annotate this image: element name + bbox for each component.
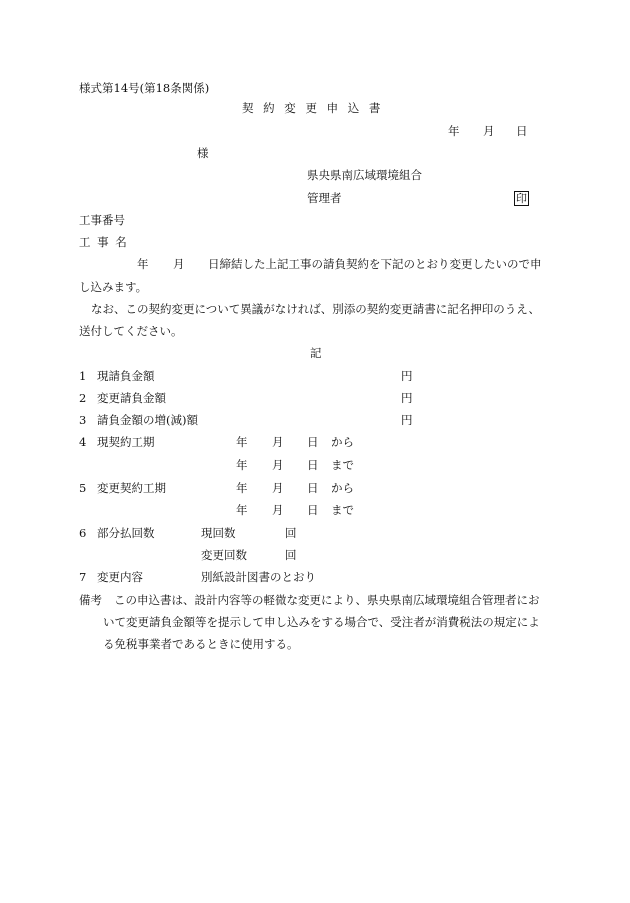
item-4-from-day: 日	[307, 435, 319, 449]
body-paragraph-2-line-1: なお、この契約変更について異議がなければ、別添の契約変更請書に記名押印のうえ、	[91, 302, 540, 316]
remarks-line-2: いて変更請負金額等を提示して申し込みをする場合で、受注者が消費税法の規定によ	[103, 615, 540, 629]
item-4-to-day: 日	[307, 458, 319, 472]
item-4-from: から	[331, 435, 354, 449]
addressee-suffix: 様	[197, 146, 209, 160]
item-1-unit: 円	[401, 369, 413, 383]
item-6-label: 部分払回数	[97, 526, 155, 540]
item-4-to-year: 年	[236, 458, 248, 472]
item-2-label: 変更請負金額	[97, 391, 166, 405]
date-day: 日	[516, 124, 528, 138]
item-5-number: 5	[79, 481, 87, 495]
seal-stamp: 印	[516, 192, 527, 205]
item-7-number: 7	[79, 570, 87, 584]
body-paragraph-1-line-1: 日締結した上記工事の請負契約を下記のとおり変更したいので申	[208, 257, 542, 271]
item-4-to-month: 月	[272, 458, 284, 472]
ki-heading: 記	[310, 346, 322, 360]
body-year: 年	[137, 257, 149, 271]
item-4-label: 現契約工期	[97, 435, 155, 449]
project-name-label: 工 事 名	[79, 235, 127, 249]
item-6-changed-label: 変更回数	[201, 548, 247, 562]
item-5-to: まで	[331, 503, 354, 517]
item-7-label: 変更内容	[97, 570, 143, 584]
item-3-unit: 円	[401, 413, 413, 427]
item-2-unit: 円	[401, 391, 413, 405]
item-6-current-unit: 回	[285, 526, 297, 540]
item-5-label: 変更契約工期	[97, 481, 166, 495]
item-6-current-label: 現回数	[201, 526, 236, 540]
item-5-from-month: 月	[272, 481, 284, 495]
manager-label: 管理者	[307, 191, 342, 205]
remarks-line-3: る免税事業者であるときに使用する。	[103, 637, 299, 651]
organization-name: 県央県南広域環境組合	[307, 168, 422, 182]
item-4-from-month: 月	[272, 435, 284, 449]
item-4-number: 4	[79, 435, 87, 449]
form-number-label: 様式第14号(第18条関係)	[79, 81, 210, 95]
date-month: 月	[483, 124, 495, 138]
date-year: 年	[448, 124, 460, 138]
item-5-to-month: 月	[272, 503, 284, 517]
item-6-number: 6	[79, 526, 87, 540]
item-1-number: 1	[79, 369, 87, 383]
item-1-label: 現請負金額	[97, 369, 155, 383]
remarks-line-1: この申込書は、設計内容等の軽微な変更により、県央県南広域環境組合管理者にお	[114, 593, 540, 607]
item-2-number: 2	[79, 391, 87, 405]
document-title: 契 約 変 更 申 込 書	[242, 101, 382, 115]
item-4-to: まで	[331, 458, 354, 472]
item-3-label: 請負金額の増(減)額	[97, 413, 198, 427]
item-4-from-year: 年	[236, 435, 248, 449]
body-paragraph-1-line-2: し込みます。	[79, 280, 148, 294]
item-5-from: から	[331, 481, 354, 495]
body-paragraph-2-line-2: 送付してください。	[79, 324, 183, 338]
remarks-label: 備考	[79, 593, 102, 607]
item-7-value: 別紙設計図書のとおり	[201, 570, 316, 584]
body-month: 月	[173, 257, 185, 271]
item-3-number: 3	[79, 413, 87, 427]
project-number-label: 工事番号	[79, 213, 125, 227]
item-5-from-year: 年	[236, 481, 248, 495]
item-6-changed-unit: 回	[285, 548, 297, 562]
item-5-from-day: 日	[307, 481, 319, 495]
item-5-to-day: 日	[307, 503, 319, 517]
item-5-to-year: 年	[236, 503, 248, 517]
